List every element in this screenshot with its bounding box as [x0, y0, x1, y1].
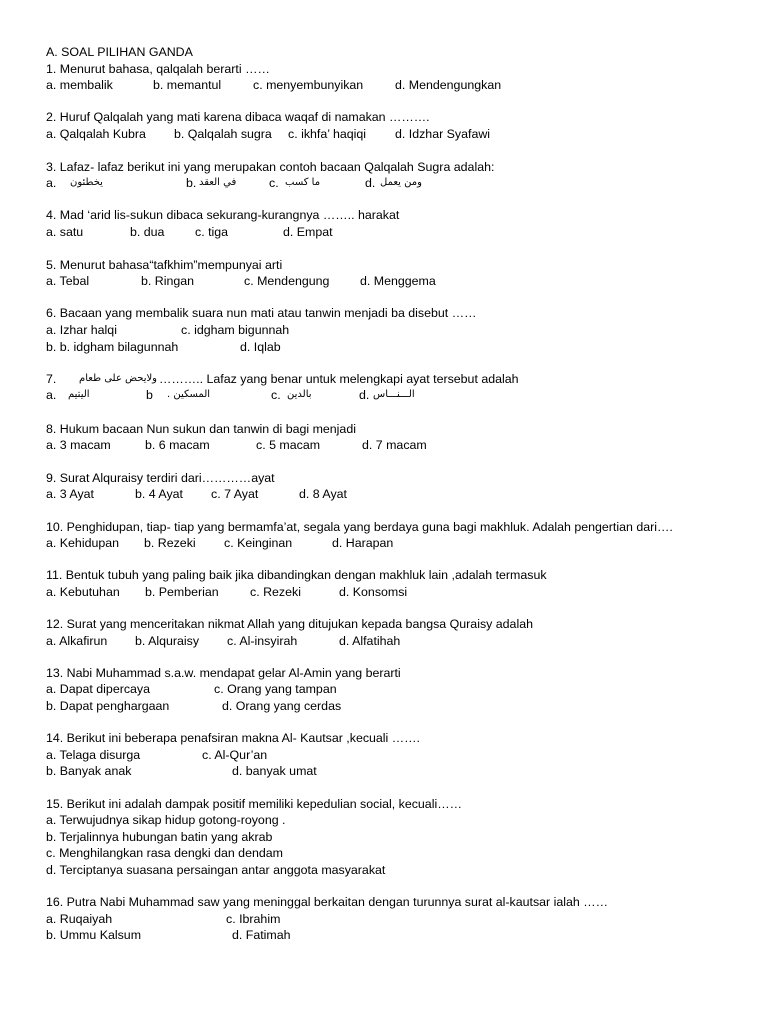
q12-option-c: c. Al-insyirah [227, 634, 298, 648]
q15-option-d: d. Terciptanya suasana persaingan antar anggota masyarakat [46, 863, 386, 877]
q10-option-a: a. Kehidupan [46, 536, 120, 550]
q7-arabic-verse: ولايحض على طعام [79, 373, 158, 384]
q2-option-b: b. Qalqalah sugra [174, 127, 272, 141]
q3-option-a-arabic: يخطئون [70, 177, 103, 188]
q15-option-a: a. Terwujudnya sikap hidup gotong-royong . [46, 813, 286, 827]
q1-option-a: a. membalik [46, 78, 113, 92]
question-6: 6. Bacaan yang membalik suara nun mati atau tanwin menjadi ba disebut …… [46, 306, 477, 320]
q5-option-c: c. Mendengung [244, 274, 330, 288]
question-10: 10. Penghidupan, tiap- tiap yang bermamfa’at, segala yang berdaya guna bagi makhluk. Adalah pengertian dari…. [46, 520, 673, 534]
q2-option-a: a. Qalqalah Kubra [46, 127, 146, 141]
q7-option-c-arabic: بالدين [287, 389, 312, 400]
question-11: 11. Bentuk tubuh yang paling baik jika dibandingkan dengan makhluk lain ,adalah termasuk [46, 568, 547, 582]
question-4: 4. Mad ‘arid lis-sukun dibaca sekurang-kurangnya …….. harakat [46, 208, 400, 222]
q8-option-c: c. 5 macam [256, 438, 321, 452]
question-3: 3. Lafaz- lafaz berikut ini yang merupakan contoh bacaan Qalqalah Sugra adalah: [46, 160, 495, 174]
q12-option-d: d. Alfatihah [339, 634, 401, 648]
q13-option-c: c. Orang yang tampan [214, 682, 337, 696]
q10-option-b: b. Rezeki [144, 536, 196, 550]
q13-option-d: d. Orang yang cerdas [222, 699, 342, 713]
q7-option-b-arabic: المسكين . [167, 389, 211, 400]
q8-option-b: b. 6 macam [145, 438, 210, 452]
question-1: 1. Menurut bahasa, qalqalah berarti …… [46, 62, 270, 76]
q5-option-d: d. Menggema [360, 274, 436, 288]
q1-option-d: d. Mendengungkan [395, 78, 502, 92]
q7-question-text: ……….. Lafaz yang benar untuk melengkapi ayat tersebut adalah [159, 372, 519, 386]
q9-option-a: a. 3 Ayat [46, 487, 94, 501]
question-2: 2. Huruf Qalqalah yang mati karena dibaca waqaf di namakan ………. [46, 110, 430, 124]
q14-option-a: a. Telaga disurga [46, 748, 141, 762]
question-12: 12. Surat yang menceritakan nikmat Allah yang ditujukan kepada bangsa Quraisy adalah [46, 617, 533, 631]
question-5: 5. Menurut bahasa“tafkhim”mempunyai arti [46, 258, 283, 272]
question-14: 14. Berikut ini beberapa penafsiran makna Al- Kautsar ,kecuali ……. [46, 731, 420, 745]
q1-option-c: c. menyembunyikan [253, 78, 364, 92]
q6-option-d: d. Iqlab [240, 340, 281, 354]
q14-option-b: b. Banyak anak [46, 764, 132, 778]
section-title: A. SOAL PILIHAN GANDA [46, 45, 193, 59]
q8-option-a: a. 3 macam [46, 438, 111, 452]
q3-option-c-arabic: ما كسب [285, 177, 321, 188]
q3-option-a-label: a. [46, 176, 57, 190]
question-15: 15. Berikut ini adalah dampak positif memiliki kepedulian social, kecuali…… [46, 797, 462, 811]
question-9: 9. Surat Alquraisy terdiri dari…………ayat [46, 471, 275, 485]
q5-option-b: b. Ringan [141, 274, 195, 288]
q12-option-a: a. Alkafirun [46, 634, 108, 648]
q7-option-c-label: c. [271, 388, 281, 402]
q5-option-a: a. Tebal [46, 274, 90, 288]
question-16: 16. Putra Nabi Muhammad saw yang meninggal berkaitan dengan turunnya surat al-kautsar ialah …… [46, 895, 609, 909]
q4-option-b: b. dua [130, 225, 165, 239]
q1-option-b: b. memantul [153, 78, 222, 92]
q15-option-b: b. Terjalinnya hubungan batin yang akrab [46, 830, 273, 844]
q11-option-a: a. Kebutuhan [46, 585, 120, 599]
q16-option-d: d. Fatimah [232, 928, 291, 942]
q16-option-b: b. Ummu Kalsum [46, 928, 142, 942]
q7-option-d-label: d. [359, 388, 370, 402]
q9-option-b: b. 4 Ayat [135, 487, 183, 501]
q13-option-b: b. Dapat penghargaan [46, 699, 170, 713]
q4-option-c: c. tiga [195, 225, 229, 239]
q14-option-c: c. Al-Qur’an [202, 748, 268, 762]
q3-option-d-label: d. [365, 176, 376, 190]
q3-option-d-arabic: ومن يعمل [380, 177, 422, 188]
q6-option-c: c. idgham bigunnah [181, 323, 290, 337]
q15-option-c: c. Menghilangkan rasa dengki dan dendam [46, 846, 283, 860]
question-8: 8. Hukum bacaan Nun sukun dan tanwin di bagi menjadi [46, 422, 356, 436]
q7-number: 7. [46, 372, 57, 386]
q13-option-a: a. Dapat dipercaya [46, 682, 151, 696]
question-13: 13. Nabi Muhammad s.a.w. mendapat gelar Al-Amin yang berarti [46, 666, 401, 680]
q12-option-b: b. Alquraisy [135, 634, 200, 648]
q4-option-a: a. satu [46, 225, 84, 239]
q14-option-d: d. banyak umat [232, 764, 317, 778]
q10-option-c: c. Keinginan [224, 536, 293, 550]
q7-option-a-label: a. [46, 388, 57, 402]
q3-option-b-label: b. [186, 176, 197, 190]
q7-option-b-label: b [146, 388, 153, 402]
q7-option-d-arabic: الـــنـــاس [373, 389, 415, 400]
q2-option-c: c. ikhfa’ haqiqi [288, 127, 367, 141]
q6-option-a: a. Izhar halqi [46, 323, 117, 337]
q10-option-d: d. Harapan [332, 536, 394, 550]
q16-option-a: a. Ruqaiyah [46, 912, 113, 926]
q11-option-c: c. Rezeki [250, 585, 301, 599]
q9-option-c: c. 7 Ayat [211, 487, 259, 501]
q9-option-d: d. 8 Ayat [299, 487, 347, 501]
q3-option-b-arabic: في العقد [199, 177, 237, 188]
q6-option-b: b. b. idgham bilagunnah [46, 340, 179, 354]
q8-option-d: d. 7 macam [362, 438, 427, 452]
q4-option-d: d. Empat [283, 225, 333, 239]
q2-option-d: d. Idzhar Syafawi [395, 127, 491, 141]
q16-option-c: c. Ibrahim [226, 912, 281, 926]
q11-option-d: d. Konsomsi [339, 585, 408, 599]
q11-option-b: b. Pemberian [145, 585, 219, 599]
q7-option-a-arabic: اليتيم [68, 389, 90, 400]
q3-option-c-label: c. [269, 176, 279, 190]
